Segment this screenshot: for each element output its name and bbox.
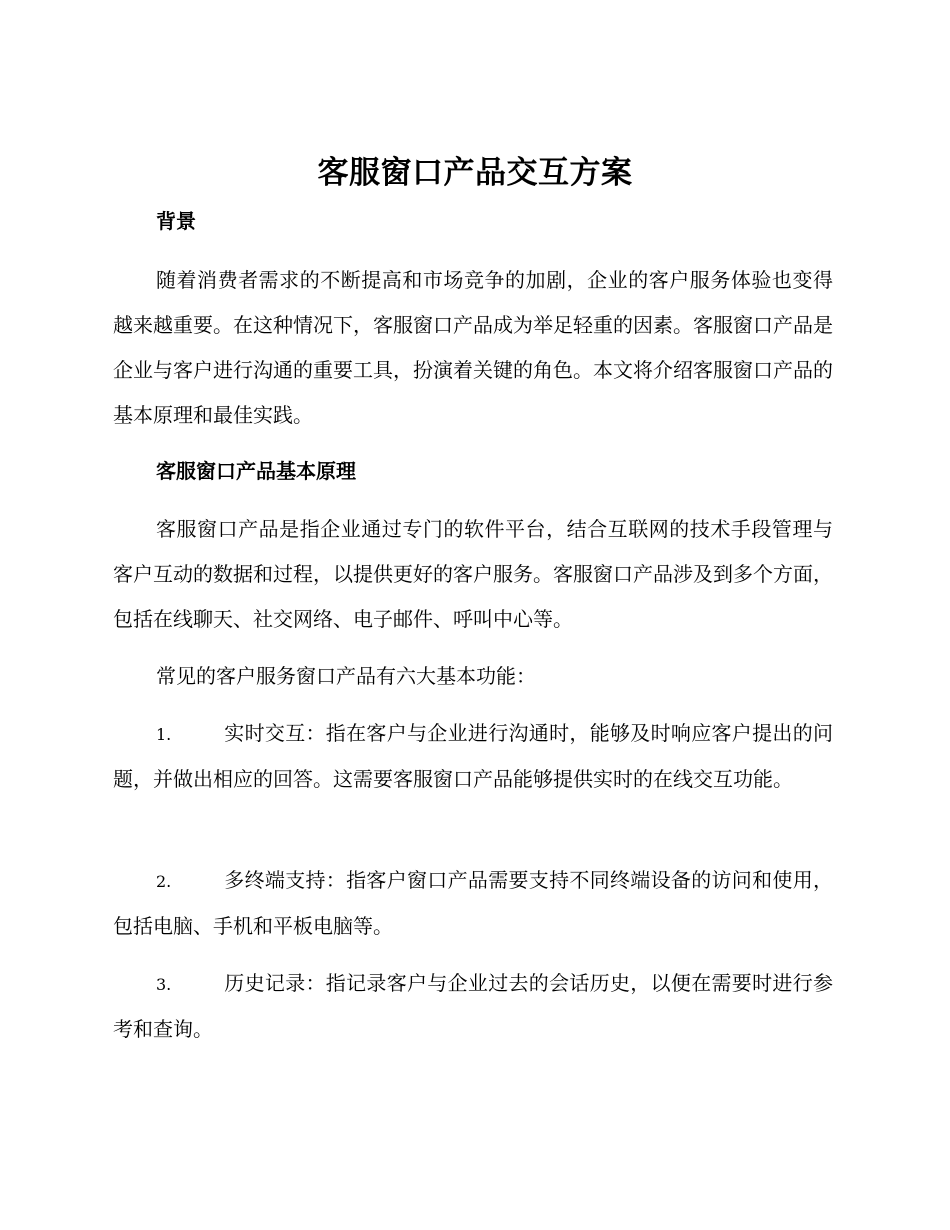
list-item: [113, 711, 833, 802]
list-item-number: 1.: [156, 725, 172, 744]
section-heading-principles: 客服窗口产品基本原理: [156, 459, 356, 483]
section-heading-background: 背景: [156, 209, 196, 233]
list-item-number: 3.: [156, 975, 172, 994]
list-item-text: 实时交互：指在客户与企业进行沟通时，能够及时响应客户提出的问题，并做出相应的回答。这需要客服窗口产品能够提供实时的在线交互功能。: [113, 721, 833, 791]
principles-paragraph: 客服窗口产品是指企业通过专门的软件平台，结合互联网的技术手段管理与客户互动的数据和过程，以提供更好的客户服务。客服窗口产品涉及到多个方面，包括在线聊天、社交网络、电子邮件、呼叫中心等。: [113, 517, 833, 631]
list-item-number: 2.: [156, 872, 172, 891]
list-item: [113, 858, 833, 949]
list-item: [113, 961, 833, 1052]
list-item-text: 多终端支持：指客户窗口产品需要支持不同终端设备的访问和使用，包括电脑、手机和平板电脑等。: [113, 868, 833, 938]
document-title: 客服窗口产品交互方案: [317, 155, 633, 191]
functions-intro: 常见的客户服务窗口产品有六大基本功能：: [156, 664, 536, 688]
background-paragraph: 随着消费者需求的不断提高和市场竞争的加剧，企业的客户服务体验也变得越来越重要。在这种情况下，客服窗口产品成为举足轻重的因素。客服窗口产品是企业与客户进行沟通的重要工具，扮演着关键的角色。本文将介绍客服窗口产品的基本原理和最佳实践。: [113, 268, 833, 427]
list-item-text: 历史记录：指记录客户与企业过去的会话历史，以便在需要时进行参考和查询。: [113, 971, 833, 1041]
